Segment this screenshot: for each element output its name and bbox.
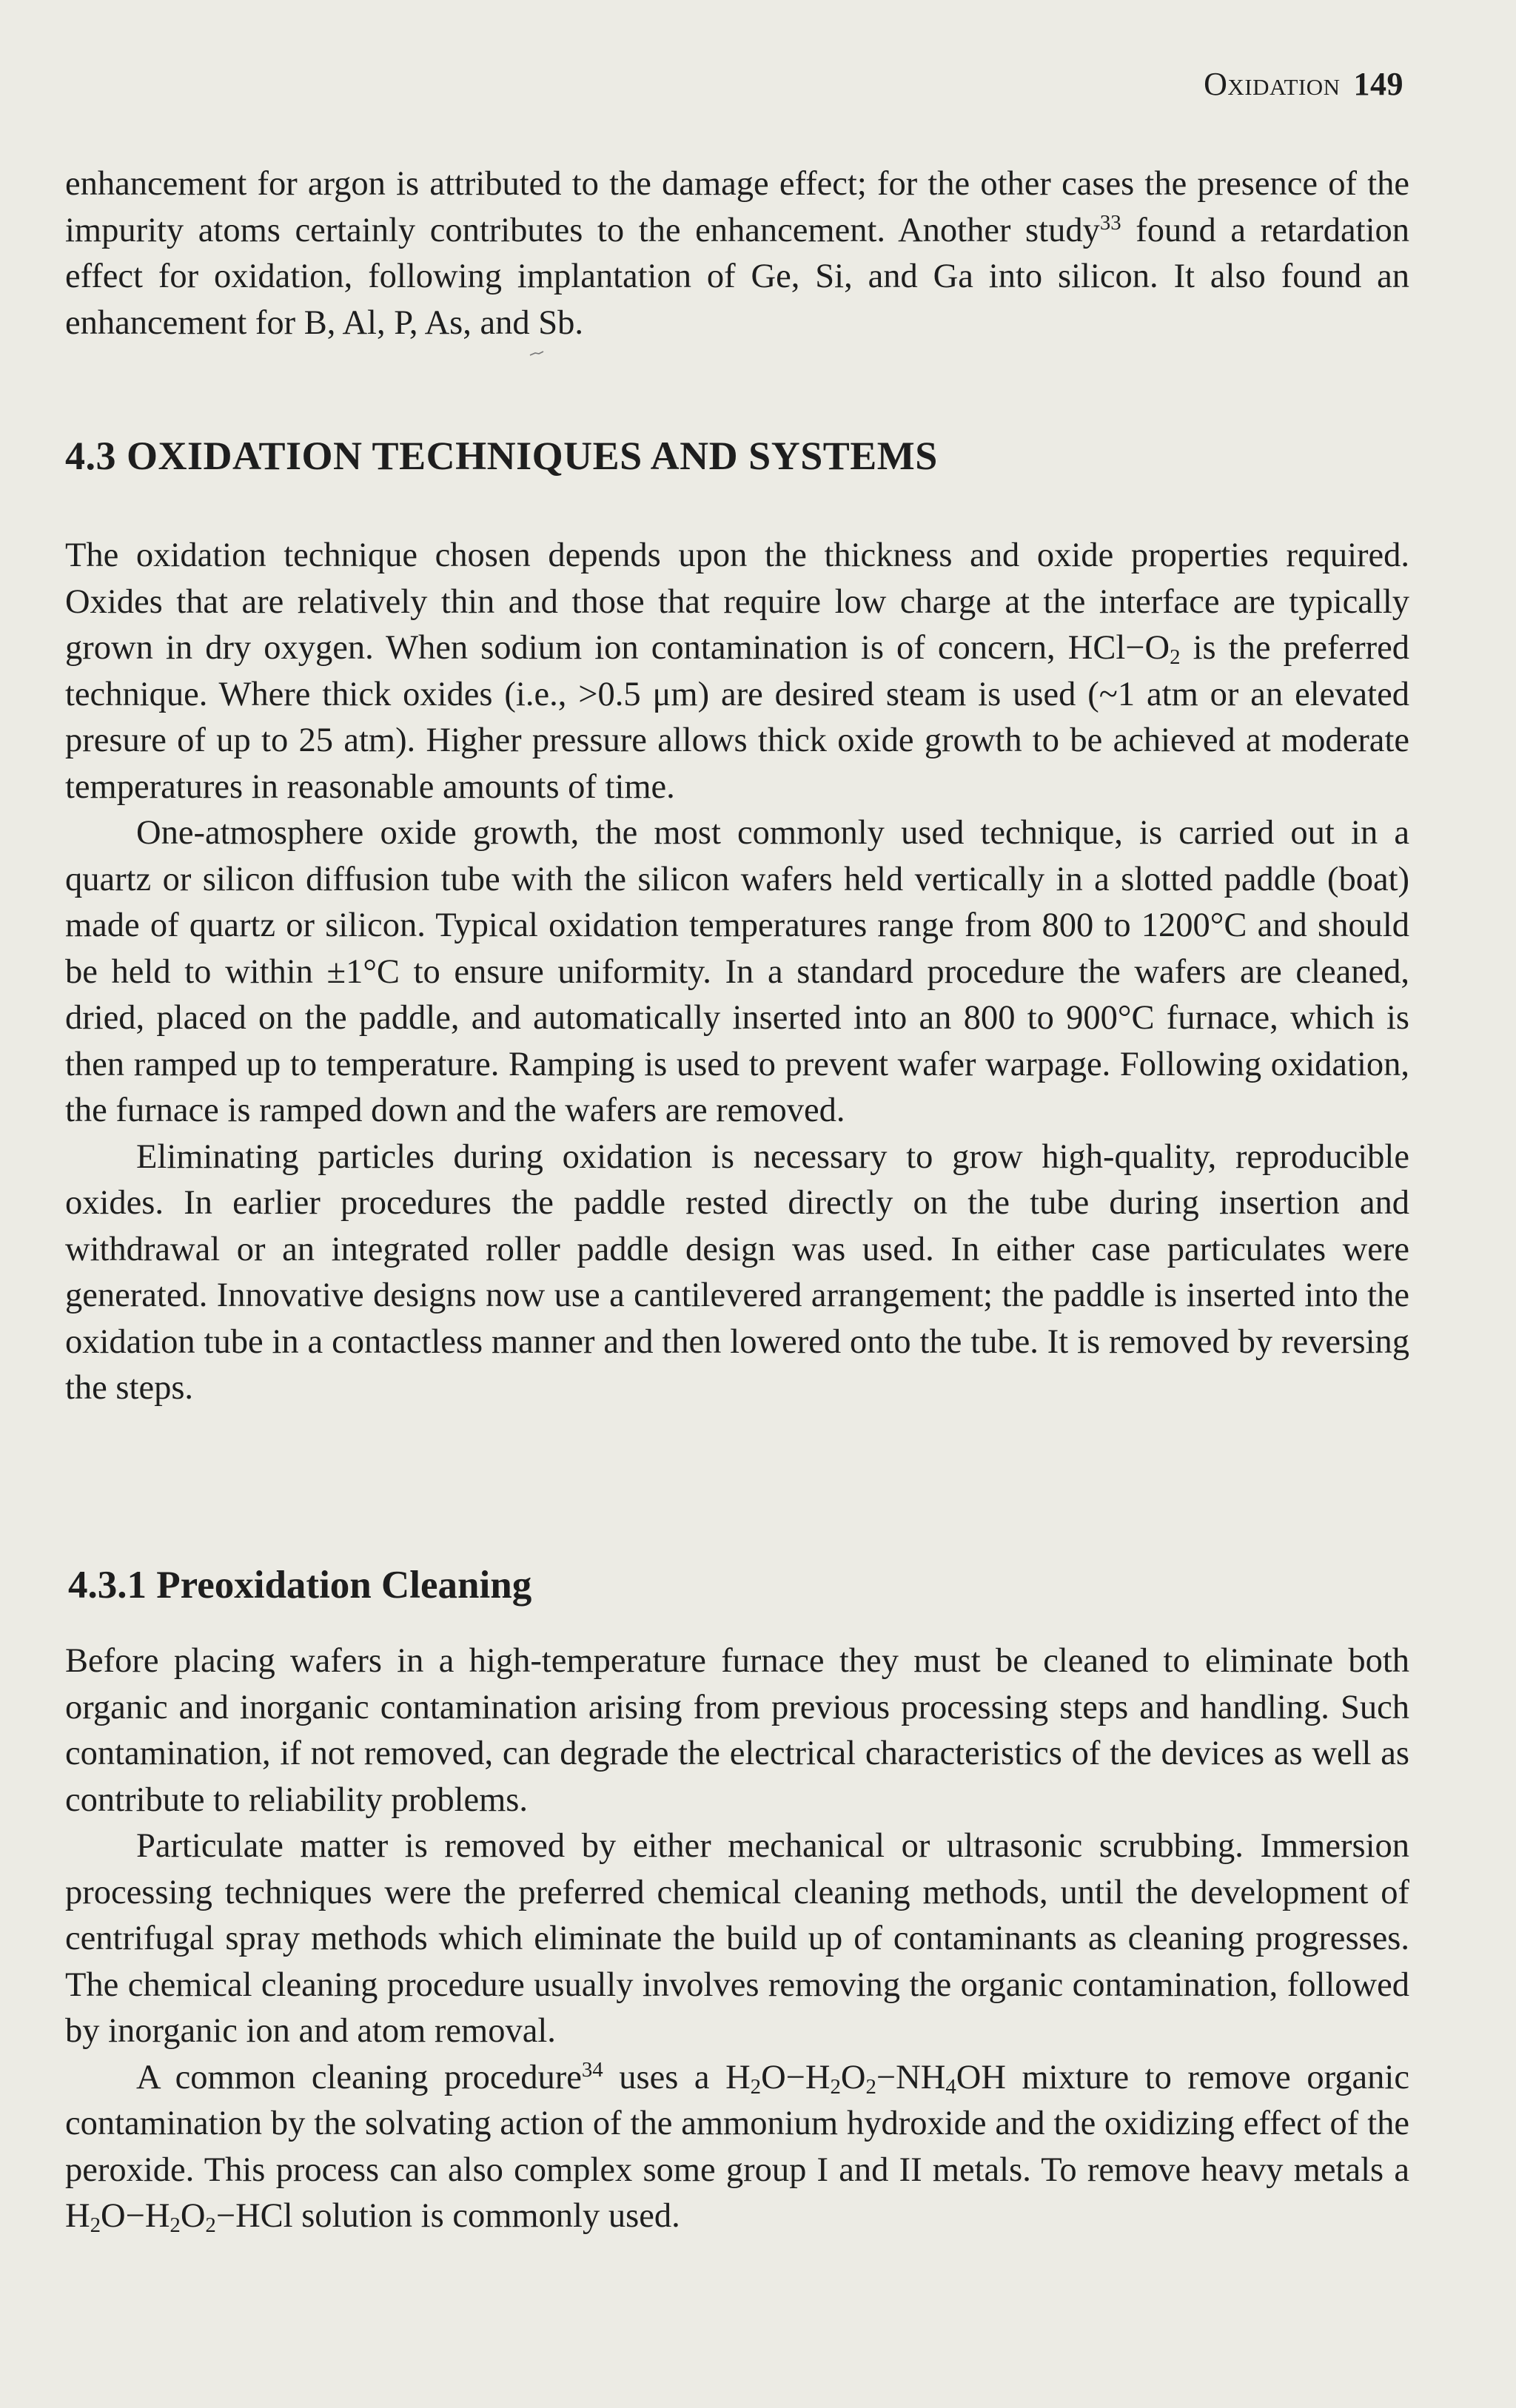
text-run: O	[840, 2058, 866, 2096]
subscript: 4	[945, 2074, 956, 2099]
paragraph: Particulate matter is removed by either mechanical or ultrasonic scrubbing. Immersion processing techniques were the preferred chemical cleaning methods, until the development of centrifugal spray methods which eliminate the build up of contaminants as cleaning progresses. The chemical cleaning procedure usually involves removing the organic contamination, followed by inorganic ion and atom removal.	[65, 1827, 1409, 2050]
text-run: O	[180, 2197, 206, 2235]
reference-superscript: 34	[581, 2057, 603, 2082]
paragraph: One-atmosphere oxide growth, the most commonly used technique, is carried out in a quartz or silicon diffusion tube with the silicon wafers held vertically in a slotted paddle (boat) made of quartz or silicon. Typical oxidation temperatures range from 800 to 1200°C and should be held to within ±1°C to ensure uniformity. In a standard procedure the wafers are cleaned, dried, placed on the paddle, and automatically inserted into an 800 to 900°C furnace, which is then ramped up to temperature. Ramping is used to prevent wafer warpage. Following oxidation, the furnace is ramped down and the wafers are removed.	[65, 814, 1409, 1129]
text-run: O−H	[101, 2197, 170, 2235]
subsection-heading: 4.3.1 Preoxidation Cleaning	[68, 1564, 532, 1607]
text-run: −NH	[876, 2058, 946, 2096]
running-head	[1204, 65, 1403, 103]
paragraph	[65, 2055, 1409, 2240]
subscript: 2	[865, 2074, 876, 2099]
paragraph	[65, 161, 1409, 346]
subscript: 2	[1170, 645, 1181, 670]
page-number: 149	[1353, 66, 1403, 102]
subscript: 2	[830, 2074, 841, 2099]
text-run: is the preferred technique. Where thick oxides (i.e., >0.5 μm) are desired steam is used (~1 atm or an elevated presure of up to 25 atm). Higher pressure allows thick oxide growth to be achieved at moderate temperatures in reasonable amounts of time.	[65, 629, 1410, 806]
subscript: 2	[170, 2213, 181, 2238]
print-speck	[529, 351, 545, 357]
text-run: enhancement for argon is attributed to the damage effect; for the other cases the presence of the impurity atoms certainly contributes to the enhancement. Another study	[65, 165, 1409, 249]
text-run: The oxidation technique chosen depends upon the thickness and oxide properties required. Oxides that are relatively thin and those that require low charge at the interface are typically grown in dry oxygen. When sodium ion contamination is of concern, HCl−O	[65, 537, 1409, 667]
text-run: A common cleaning procedure	[136, 2058, 582, 2096]
text-run: OH mixture to remove organic contamination by the solvating action of the ammonium hydroxide and the oxidizing effect of the peroxide. This process can also complex some group I and II metals. To remove heavy metals a H	[65, 2058, 1409, 2235]
text-run: −HCl solution is commonly used.	[215, 2197, 680, 2235]
section-heading: 4.3 OXIDATION TECHNIQUES AND SYSTEMS	[65, 434, 938, 478]
text-run: uses a H	[603, 2058, 751, 2096]
intro-text-block	[65, 161, 1409, 346]
text-run: O−H	[761, 2058, 831, 2096]
section-4-3-text-block	[65, 533, 1409, 1412]
running-title: Oxidation	[1204, 66, 1341, 102]
text-run: found a retardation effect for oxidation, following implantation of Ge, Si, and Ga into silicon. It also found an enhancement for B, Al, P, As, and Sb.	[65, 211, 1409, 342]
subscript: 2	[750, 2074, 762, 2099]
reference-superscript: 33	[1099, 210, 1121, 235]
subscript: 2	[90, 2213, 101, 2238]
subscript: 2	[205, 2213, 216, 2238]
paragraph: Before placing wafers in a high-temperature furnace they must be cleaned to eliminate both organic and inorganic contamination arising from previous processing steps and handling. Such contamination, if not removed, can degrade the electrical characteristics of the devices as well as contribute to reliability problems.	[65, 1642, 1409, 1819]
paragraph	[65, 533, 1409, 810]
section-4-3-1-text-block	[65, 1638, 1409, 2240]
paragraph: Eliminating particles during oxidation is necessary to grow high-quality, reproducible oxides. In earlier procedures the paddle rested directly on the tube during insertion and withdrawal or an integrated roller paddle design was used. In either case particulates were generated. Innovative designs now use a cantilevered arrangement; the paddle is inserted into the oxidation tube in a contactless manner and then lowered onto the tube. It is removed by reversing the steps.	[65, 1137, 1409, 1407]
